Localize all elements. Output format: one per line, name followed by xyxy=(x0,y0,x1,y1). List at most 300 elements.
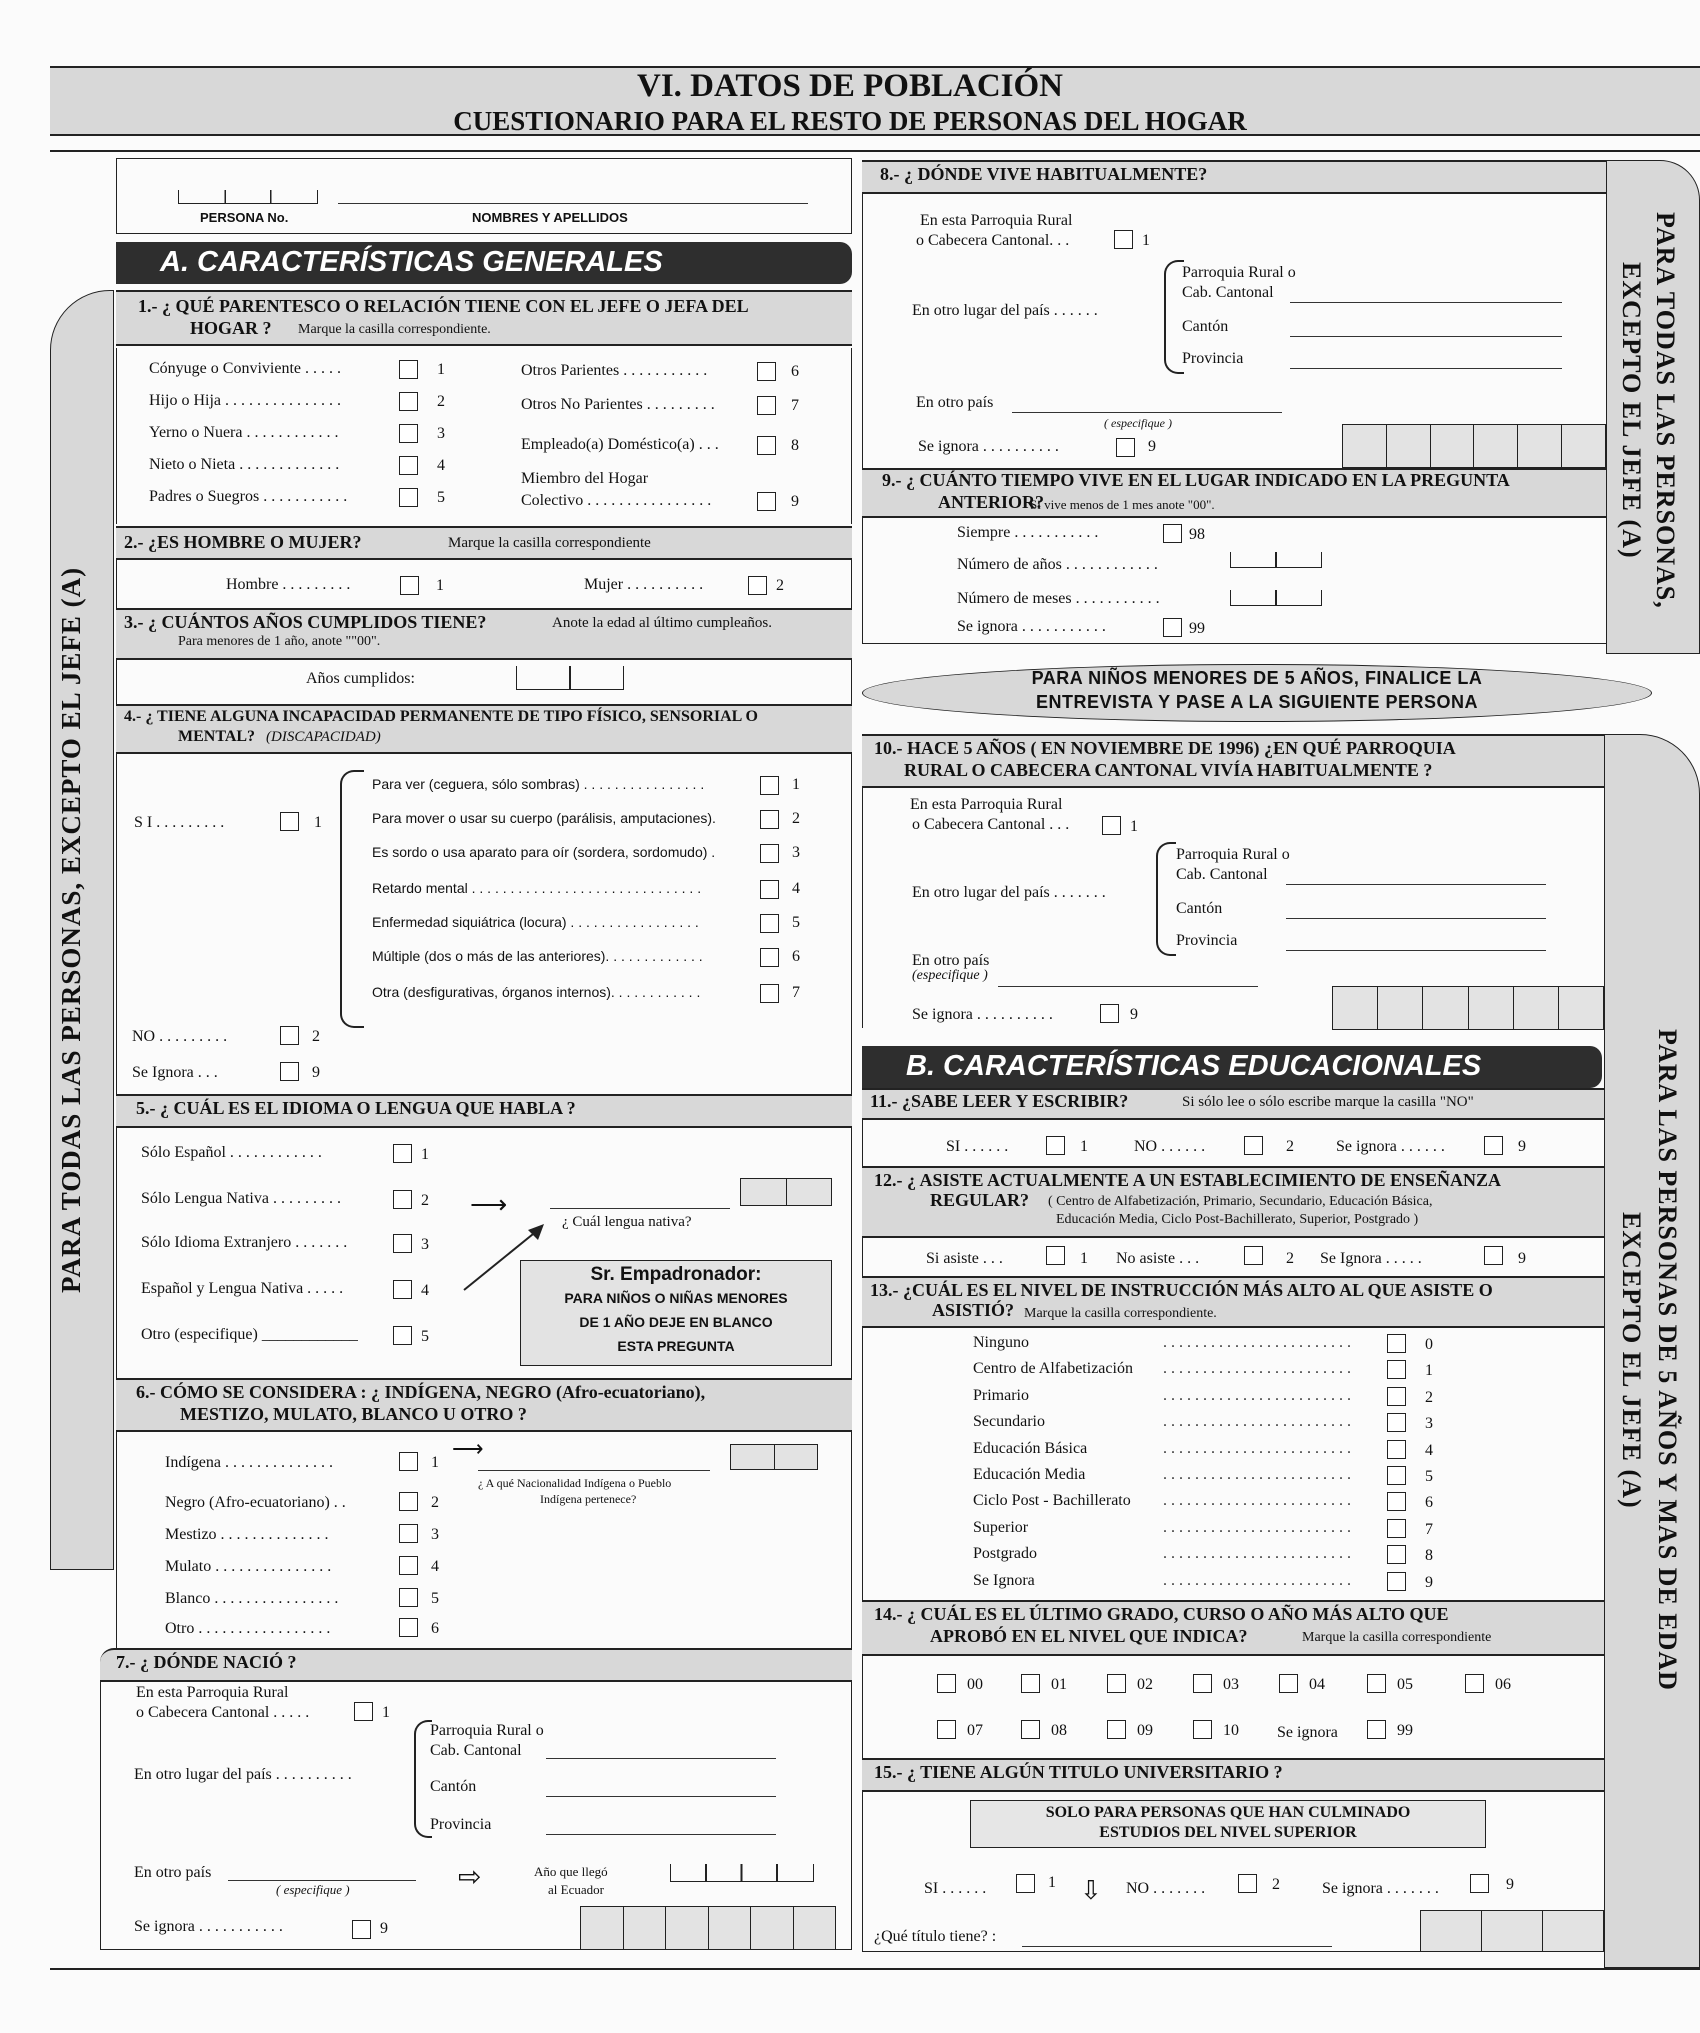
q12-si-checkbox[interactable] xyxy=(1046,1246,1065,1265)
q1-title-2: HOGAR ? xyxy=(190,318,272,338)
q7-here-1: En esta Parroquia Rural xyxy=(136,1684,289,1701)
q1-option-checkbox[interactable] xyxy=(399,488,418,507)
q7-provincia: Provincia xyxy=(430,1816,492,1833)
q7-ignora-checkbox[interactable] xyxy=(352,1920,371,1939)
q5-option-code: 1 xyxy=(421,1146,429,1163)
q13-title-1: 13.- ¿CUÁL ES EL NIVEL DE INSTRUCCIÓN MÁS ALTO AL QUE ASISTE O xyxy=(870,1280,1493,1300)
right-side-label-bottom-1: PARA LAS PERSONAS DE 5 AÑOS Y MAS DE EDAD xyxy=(1653,1029,1682,1691)
q14-grade-checkbox[interactable] xyxy=(1193,1720,1212,1739)
q8-ignora-checkbox[interactable] xyxy=(1116,438,1135,457)
q15-no: NO . . . . . . . xyxy=(1126,1880,1206,1897)
q1-option-label: Padres o Suegros . . . . . . . . . . . xyxy=(149,488,348,505)
q8-title: 8.- ¿ DÓNDE VIVE HABITUALMENTE? xyxy=(880,164,1208,184)
q6-option-label: Otro . . . . . . . . . . . . . . . . . xyxy=(165,1620,331,1637)
q5-option-checkbox[interactable] xyxy=(393,1326,412,1345)
q13-option-code: 9 xyxy=(1425,1573,1433,1591)
q6-option-label: Mulato . . . . . . . . . . . . . . . xyxy=(165,1558,332,1575)
q14-grade-checkbox[interactable] xyxy=(1021,1674,1040,1693)
q9-option-checkbox[interactable] xyxy=(1163,524,1182,543)
q1-option-code: 9 xyxy=(791,493,799,510)
q4-option-label: Para ver (ceguera, sólo sombras) . . . . . . . . . . . . . . . . xyxy=(372,776,705,792)
q5-option-code: 5 xyxy=(421,1328,429,1345)
q1-option-label: Hijo o Hija . . . . . . . . . . . . . . . xyxy=(149,392,341,409)
q14-grade-code: 00 xyxy=(967,1676,983,1693)
q14-grade-grid xyxy=(862,1656,1604,1760)
q1-option-checkbox[interactable] xyxy=(757,492,776,511)
q4-no-code: 2 xyxy=(312,1028,320,1045)
q4-ignora-code: 9 xyxy=(312,1064,320,1081)
q7-year-cells[interactable] xyxy=(670,1864,814,1882)
right-side-label-top-2: EXCEPTO EL JEFE (A) xyxy=(1617,261,1646,559)
q13-option-code: 1 xyxy=(1425,1362,1433,1380)
q1-note: Marque la casilla correspondiente. xyxy=(298,322,491,337)
q15-no-checkbox[interactable] xyxy=(1238,1874,1257,1893)
q15-si-checkbox[interactable] xyxy=(1016,1874,1035,1893)
q5-option-checkbox[interactable] xyxy=(393,1234,412,1253)
enumerator-note-3: ESTA PREGUNTA xyxy=(617,1338,735,1354)
q1-option-label: Empleado(a) Doméstico(a) . . . xyxy=(521,436,719,453)
q12-note-1: ( Centro de Alfabetización, Primario, Secundario, Educación Básica, xyxy=(1048,1194,1433,1209)
q13-option-label: Superior xyxy=(973,1518,1029,1536)
q13-option-label: Educación Media xyxy=(973,1466,1086,1483)
q13-option-dots: . . . . . . . . . . . . . . . . . . . . . . . . xyxy=(1163,1545,1351,1563)
q12-title-2: REGULAR? xyxy=(930,1190,1030,1210)
q6-option-code: 2 xyxy=(431,1494,439,1511)
q14-ignora-checkbox[interactable] xyxy=(1367,1720,1386,1739)
q10-title-1: 10.- HACE 5 AÑOS ( EN NOVIEMBRE DE 1996) ¿EN QUÉ PARROQUIA xyxy=(874,738,1456,758)
q10-other: En otro lugar del país . . . . . . . xyxy=(912,884,1106,901)
q7-parr-2: Cab. Cantonal xyxy=(430,1742,522,1759)
q2-mujer: Mujer . . . . . . . . . . xyxy=(584,576,704,593)
q12-ignora-checkbox[interactable] xyxy=(1484,1246,1503,1265)
q14-grade-checkbox[interactable] xyxy=(1193,1674,1212,1693)
q4-ignora-checkbox[interactable] xyxy=(280,1062,299,1081)
q3-title: 3.- ¿ CUÁNTOS AÑOS CUMPLIDOS TIENE? xyxy=(124,612,487,632)
q11-si-checkbox[interactable] xyxy=(1046,1136,1065,1155)
q9-option-label: Se ignora . . . . . . . . . . . xyxy=(957,618,1106,635)
q5-arrow: ⟶ xyxy=(470,1190,508,1219)
q13-note: Marque la casilla correspondiente. xyxy=(1024,1306,1217,1321)
q13-option-dots: . . . . . . . . . . . . . . . . . . . . . . . . xyxy=(1163,1571,1351,1589)
q8-ignora: Se ignora . . . . . . . . . . xyxy=(918,438,1059,455)
q8-canton: Cantón xyxy=(1182,318,1229,335)
q4-option-label: Es sordo o usa aparato para oír (sordera, sordomudo) . xyxy=(372,844,716,860)
q4-title-2: MENTAL? xyxy=(178,728,256,745)
q11-no: NO . . . . . . xyxy=(1134,1138,1206,1155)
persona-no-label: PERSONA No. xyxy=(200,210,289,225)
q4-option-checkbox[interactable] xyxy=(760,948,779,967)
q14-ignora-code: 99 xyxy=(1397,1722,1413,1739)
q13-option-label: Educación Básica xyxy=(973,1439,1088,1457)
q13-option-checkbox[interactable] xyxy=(1387,1545,1406,1564)
q10-ignora: Se ignora . . . . . . . . . . xyxy=(912,1006,1053,1023)
q3-note: Anote la edad al último cumpleaños. xyxy=(552,615,772,631)
q4-brace xyxy=(340,770,364,1028)
q13-option-checkbox[interactable] xyxy=(1387,1440,1406,1459)
q14-grade-code: 03 xyxy=(1223,1676,1239,1693)
q13-option-checkbox[interactable] xyxy=(1387,1334,1406,1353)
q13-option-code: 7 xyxy=(1425,1520,1433,1538)
q13-option-code: 5 xyxy=(1425,1468,1433,1485)
q15-ignora-code: 9 xyxy=(1506,1876,1514,1893)
q4-option-checkbox[interactable] xyxy=(760,914,779,933)
q4-option-checkbox[interactable] xyxy=(760,984,779,1003)
q13-option-code: 3 xyxy=(1425,1415,1433,1433)
q5-option-checkbox[interactable] xyxy=(393,1280,412,1299)
q1-option-code: 2 xyxy=(437,393,445,410)
q11-note: Si sólo lee o sólo escribe marque la casilla "NO" xyxy=(1182,1094,1474,1110)
q4-option-code: 6 xyxy=(792,948,800,965)
q7-ignora-code: 9 xyxy=(380,1920,388,1937)
q1-option-checkbox[interactable] xyxy=(399,360,418,379)
q4-option-code: 5 xyxy=(792,914,800,931)
q9-option-label: Número de meses . . . . . . . . . . . xyxy=(957,590,1160,607)
q2-mujer-checkbox[interactable] xyxy=(748,576,767,595)
q1-option-label: Yerno o Nuera . . . . . . . . . . . . xyxy=(149,424,339,441)
q11-si: SI . . . . . . xyxy=(946,1138,1009,1155)
q14-grade-checkbox[interactable] xyxy=(1107,1720,1126,1739)
q9-note: Si vive menos de 1 mes anote "00". xyxy=(1030,497,1215,512)
q13-option-checkbox[interactable] xyxy=(1387,1387,1406,1406)
q7-arrow-icon: ⇨ xyxy=(458,1862,482,1893)
q3-body xyxy=(116,660,852,704)
q5-option-label: Sólo Español . . . . . . . . . . . . xyxy=(141,1144,322,1161)
q12-no-checkbox[interactable] xyxy=(1244,1246,1263,1265)
q9-title-1: 9.- ¿ CUÁNTO TIEMPO VIVE EN EL LUGAR INDICADO EN LA PREGUNTA xyxy=(882,470,1510,490)
enumerator-note-2: DE 1 AÑO DEJE EN BLANCO xyxy=(579,1314,773,1330)
q8-here-checkbox[interactable] xyxy=(1114,230,1133,249)
q8-here-2: o Cabecera Cantonal. . . xyxy=(916,232,1070,249)
q14-note: Marque la casilla correspondiente xyxy=(1302,1630,1492,1645)
q15-code-cells[interactable] xyxy=(1420,1910,1604,1952)
q13-title-2: ASISTIÓ? xyxy=(932,1300,1015,1320)
q10-code-cells[interactable] xyxy=(1332,986,1604,1030)
q10-title-2: RURAL O CABECERA CANTONAL VIVÍA HABITUALMENTE ? xyxy=(904,760,1433,780)
q7-year-2: al Ecuador xyxy=(548,1882,604,1897)
q9-months-cells[interactable] xyxy=(1230,590,1322,606)
q14-grade-checkbox[interactable] xyxy=(1465,1674,1484,1693)
q10-canton: Cantón xyxy=(1176,900,1223,917)
q6-option-code: 3 xyxy=(431,1526,439,1543)
q13-option-dots: . . . . . . . . . . . . . . . . . . . . . . . . xyxy=(1163,1518,1351,1536)
q1-option-code: 7 xyxy=(791,397,799,414)
page-subtitle: CUESTIONARIO PARA EL RESTO DE PERSONAS DEL HOGAR xyxy=(453,106,1247,136)
q2-hombre: Hombre . . . . . . . . . xyxy=(226,576,351,593)
q1-option-label: Miembro del Hogar xyxy=(521,470,649,487)
q13-option-code: 2 xyxy=(1425,1388,1433,1406)
right-side-label-bottom-2: EXCEPTO EL JEFE (A) xyxy=(1617,1211,1646,1509)
q13-option-code: 6 xyxy=(1425,1494,1433,1512)
name-label: NOMBRES Y APELLIDOS xyxy=(472,210,628,225)
q4-option-code: 1 xyxy=(792,776,800,793)
q7-year-1: Año que llegó xyxy=(534,1864,608,1879)
q6-option-checkbox[interactable] xyxy=(399,1524,418,1543)
q10-ignora-code: 9 xyxy=(1130,1006,1138,1023)
q10-ignora-checkbox[interactable] xyxy=(1100,1004,1119,1023)
q1-option-code: 3 xyxy=(437,425,445,442)
q7-ignora: Se ignora . . . . . . . . . . . xyxy=(134,1918,283,1935)
q13-option-checkbox[interactable] xyxy=(1387,1466,1406,1485)
q10-parr-1: Parroquia Rural o xyxy=(1176,846,1290,863)
q15-ignora: Se ignora . . . . . . . xyxy=(1322,1880,1439,1897)
q12-note-2: Educación Media, Ciclo Post-Bachillerato, Superior, Postgrado ) xyxy=(1056,1212,1419,1227)
q15-ignora-checkbox[interactable] xyxy=(1470,1874,1489,1893)
section-b-title: B. CARACTERÍSTICAS EDUCACIONALES xyxy=(906,1050,1482,1082)
q4-no: NO . . . . . . . . . xyxy=(132,1028,228,1045)
q14-grade-code: 01 xyxy=(1051,1676,1067,1693)
q14-grade-code: 09 xyxy=(1137,1722,1153,1739)
q14-grade-checkbox[interactable] xyxy=(1107,1674,1126,1693)
q11-no-code: 2 xyxy=(1286,1138,1294,1155)
q6-nationality-q1: ¿ A qué Nacionalidad Indígena o Pueblo xyxy=(478,1476,672,1490)
q4-option-label: Para mover o usar su cuerpo (parálisis, amputaciones). xyxy=(372,810,716,826)
q6-option-label: Mestizo . . . . . . . . . . . . . . xyxy=(165,1526,329,1543)
q5-option-code: 3 xyxy=(421,1236,429,1253)
q1-title-1: 1.- ¿ QUÉ PARENTESCO O RELACIÓN TIENE CON EL JEFE O JEFA DEL xyxy=(138,296,749,316)
q13-option-dots: . . . . . . . . . . . . . . . . . . . . . . . . xyxy=(1163,1334,1351,1351)
q12-si-code: 1 xyxy=(1080,1250,1088,1267)
q6-option-checkbox[interactable] xyxy=(399,1618,418,1637)
q15-no-code: 2 xyxy=(1272,1876,1280,1893)
enumerator-note-title: Sr. Empadronador: xyxy=(590,1264,762,1285)
q13-option-label: Ninguno xyxy=(973,1334,1029,1351)
enumerator-note-1: PARA NIÑOS O NIÑAS MENORES xyxy=(564,1290,788,1306)
q5-native-code-cells[interactable] xyxy=(740,1178,832,1206)
q13-option-code: 0 xyxy=(1425,1336,1433,1353)
q5-option-code: 4 xyxy=(421,1282,429,1299)
section-a-title: A. CARACTERÍSTICAS GENERALES xyxy=(160,246,663,278)
q10-provincia: Provincia xyxy=(1176,932,1238,949)
q10-here-checkbox[interactable] xyxy=(1102,816,1121,835)
q5-title: 5.- ¿ CUÁL ES EL IDIOMA O LENGUA QUE HABLA ? xyxy=(136,1098,576,1118)
q9-option-code: 98 xyxy=(1189,526,1205,543)
q15-si-code: 1 xyxy=(1048,1874,1056,1891)
q8-other: En otro lugar del país . . . . . . xyxy=(912,302,1098,319)
q13-option-dots: . . . . . . . . . . . . . . . . . . . . . . . . xyxy=(1163,1466,1351,1483)
q13-option-checkbox[interactable] xyxy=(1387,1519,1406,1538)
q2-title: 2.- ¿ES HOMBRE O MUJER? xyxy=(124,532,362,552)
q1-option-checkbox[interactable] xyxy=(399,424,418,443)
q4-option-code: 7 xyxy=(792,984,800,1001)
q6-arrow: ⟶ xyxy=(452,1436,484,1461)
q13-option-dots: . . . . . . . . . . . . . . . . . . . . . . . . xyxy=(1163,1439,1351,1457)
q12-si: Si asiste . . . xyxy=(926,1250,1003,1267)
q4-si-checkbox[interactable] xyxy=(280,812,299,831)
q13-option-label: Primario xyxy=(973,1386,1029,1404)
q4-option-code: 4 xyxy=(792,880,800,897)
q13-option-code: 4 xyxy=(1425,1441,1433,1459)
q8-brace xyxy=(1164,260,1184,374)
q4-options xyxy=(372,776,812,1036)
q10-here-code: 1 xyxy=(1130,818,1138,835)
q14-grade-checkbox[interactable] xyxy=(1279,1674,1298,1693)
q3-age-cells[interactable] xyxy=(516,666,624,690)
q11-no-checkbox[interactable] xyxy=(1244,1136,1263,1155)
q13-option-code: 8 xyxy=(1425,1547,1433,1565)
q13-option-checkbox[interactable] xyxy=(1387,1413,1406,1432)
q4-option-label: Otra (desfigurativas, órganos internos). . . . . . . . . . . . xyxy=(372,984,701,1000)
q13-option-checkbox[interactable] xyxy=(1387,1492,1406,1511)
q14-grade-code: 10 xyxy=(1223,1722,1239,1739)
q4-option-label: Retardo mental . . . . . . . . . . . . . . . . . . . . . . . . . . . . . . xyxy=(372,880,702,896)
q6-title-1: 6.- CÓMO SE CONSIDERA : ¿ INDÍGENA, NEGRO (Afro-ecuatoriano), xyxy=(136,1382,706,1402)
q14-grade-checkbox[interactable] xyxy=(937,1674,956,1693)
q7-specify: ( especifique ) xyxy=(276,1882,350,1897)
q13-option-checkbox[interactable] xyxy=(1387,1360,1406,1379)
q14-grade-code: 02 xyxy=(1137,1676,1153,1693)
q1-option-label: Cónyuge o Conviviente . . . . . xyxy=(149,360,341,377)
q15-notice-2: ESTUDIOS DEL NIVEL SUPERIOR xyxy=(1099,1824,1357,1841)
q14-grade-checkbox[interactable] xyxy=(937,1720,956,1739)
q11-ignora-checkbox[interactable] xyxy=(1484,1136,1503,1155)
page-title: VI. DATOS DE POBLACIÓN xyxy=(636,68,1064,104)
q1-option-code: 5 xyxy=(437,489,445,506)
q8-abroad: En otro país xyxy=(916,394,994,411)
q9-option-label: Siempre . . . . . . . . . . . xyxy=(957,524,1099,541)
q4-option-checkbox[interactable] xyxy=(760,880,779,899)
q6-option-label: Blanco . . . . . . . . . . . . . . . . xyxy=(165,1590,339,1607)
q15-notice-1: SOLO PARA PERSONAS QUE HAN CULMINADO xyxy=(1045,1804,1411,1821)
q10-here-2: o Cabecera Cantonal . . . xyxy=(912,816,1070,833)
q9-option-code: 99 xyxy=(1189,620,1205,637)
q4-option-checkbox[interactable] xyxy=(760,776,779,795)
q14-grade-code: 05 xyxy=(1397,1676,1413,1693)
q2-code-2: 2 xyxy=(776,577,784,594)
q14-title-2: APROBÓ EN EL NIVEL QUE INDICA? xyxy=(930,1626,1248,1646)
q6-option-checkbox[interactable] xyxy=(399,1452,418,1471)
q9-years-cells[interactable] xyxy=(1230,552,1322,568)
q12-ignora: Se Ignora . . . . . xyxy=(1320,1250,1422,1267)
q8-code-cells[interactable] xyxy=(1342,424,1606,468)
q9-options xyxy=(862,518,1606,644)
q4-option-code: 3 xyxy=(792,844,800,861)
q13-option-dots: . . . . . . . . . . . . . . . . . . . . . . . . xyxy=(1163,1492,1351,1510)
q6-nationality-q2: Indígena pertenece? xyxy=(540,1492,637,1506)
q6-title-2: MESTIZO, MULATO, BLANCO U OTRO ? xyxy=(180,1404,527,1424)
under-5-notice-line-2: ENTREVISTA Y PASE A LA SIGUIENTE PERSONA xyxy=(1035,692,1479,712)
q7-here-checkbox[interactable] xyxy=(354,1702,373,1721)
q6-nationality-code-cells[interactable] xyxy=(730,1444,818,1470)
q14-grade-checkbox[interactable] xyxy=(1021,1720,1040,1739)
q9-option-checkbox[interactable] xyxy=(1163,618,1182,637)
q8-parr-1: Parroquia Rural o xyxy=(1182,264,1296,281)
q4-title-2b: (DISCAPACIDAD) xyxy=(266,729,381,745)
q4-ignora: Se Ignora . . . xyxy=(132,1064,218,1081)
q1-option-checkbox[interactable] xyxy=(399,456,418,475)
q1-option-code: 6 xyxy=(791,363,799,380)
persona-number-cells xyxy=(178,190,318,204)
q2-code-1: 1 xyxy=(436,577,444,594)
q11-ignora: Se ignora . . . . . . xyxy=(1336,1138,1445,1155)
q1-options xyxy=(116,348,852,524)
q15-title-question: ¿Qué título tiene? : xyxy=(874,1928,997,1945)
q14-grade-code: 04 xyxy=(1309,1676,1325,1693)
q12-title-1: 12.- ¿ ASISTE ACTUALMENTE A UN ESTABLECIMIENTO DE ENSEÑANZA xyxy=(874,1170,1501,1190)
q2-note: Marque la casilla correspondiente xyxy=(448,535,651,551)
q6-option-checkbox[interactable] xyxy=(399,1588,418,1607)
q10-brace xyxy=(1156,842,1176,956)
q1-option-label: Colectivo . . . . . . . . . . . . . . . . xyxy=(521,492,712,509)
q13-option-label: Postgrado xyxy=(973,1545,1037,1563)
q4-si: S I . . . . . . . . . xyxy=(134,814,225,831)
q11-si-code: 1 xyxy=(1080,1138,1088,1155)
q1-option-code: 1 xyxy=(437,361,445,378)
q13-option-dots: . . . . . . . . . . . . . . . . . . . . . . . . xyxy=(1163,1386,1351,1404)
q5-option-label: Sólo Lengua Nativa . . . . . . . . . xyxy=(141,1190,341,1207)
q8-ignora-code: 9 xyxy=(1148,438,1156,455)
q14-grade-code: 07 xyxy=(967,1722,983,1739)
q14-title-1: 14.- ¿ CUÁL ES EL ÚLTIMO GRADO, CURSO O AÑO MÁS ALTO QUE xyxy=(874,1604,1449,1624)
q4-si-code: 1 xyxy=(314,814,322,831)
q1-option-checkbox[interactable] xyxy=(399,392,418,411)
q12-ignora-code: 9 xyxy=(1518,1250,1526,1267)
q8-specify: ( especifique ) xyxy=(1104,416,1172,430)
q5-option-label: Sólo Idioma Extranjero . . . . . . . xyxy=(141,1234,348,1251)
q6-option-code: 4 xyxy=(431,1558,439,1575)
q6-option-code: 1 xyxy=(431,1454,439,1471)
q4-title-1: 4.- ¿ TIENE ALGUNA INCAPACIDAD PERMANENTE DE TIPO FÍSICO, SENSORIAL O xyxy=(124,708,758,725)
q7-here-code: 1 xyxy=(382,1704,390,1721)
right-side-label-top-1: PARA TODAS LAS PERSONAS, xyxy=(1651,211,1680,609)
q10-parr-2: Cab. Cantonal xyxy=(1176,866,1268,883)
q1-option-checkbox[interactable] xyxy=(757,396,776,415)
q13-option-dots: . . . . . . . . . . . . . . . . . . . . . . . . xyxy=(1163,1360,1351,1378)
q5-option-checkbox[interactable] xyxy=(393,1190,412,1209)
q13-option-label: Secundario xyxy=(973,1413,1045,1431)
q14-ignora: Se ignora xyxy=(1277,1724,1338,1741)
q1-option-code: 8 xyxy=(791,437,799,454)
q14-grade-code: 06 xyxy=(1495,1676,1511,1693)
q10-abroad-2: (especifique ) xyxy=(912,968,988,983)
q13-option-dots: . . . . . . . . . . . . . . . . . . . . . . . . xyxy=(1163,1413,1351,1431)
q1-option-checkbox[interactable] xyxy=(757,436,776,455)
q5-native-question: ¿ Cuál lengua nativa? xyxy=(562,1214,692,1230)
q9-option-label: Número de años . . . . . . . . . . . . xyxy=(957,556,1158,573)
q4-option-checkbox[interactable] xyxy=(760,810,779,829)
q11-title: 11.- ¿SABE LEER Y ESCRIBIR? xyxy=(870,1091,1129,1111)
q5-option-label: Otro (especifique) ____________ xyxy=(141,1326,358,1343)
q5-option-checkbox[interactable] xyxy=(393,1144,412,1163)
q6-option-label: Indígena . . . . . . . . . . . . . . xyxy=(165,1454,333,1471)
q6-option-checkbox[interactable] xyxy=(399,1556,418,1575)
q1-option-label: Nieto o Nieta . . . . . . . . . . . . . xyxy=(149,456,340,473)
q1-option-checkbox[interactable] xyxy=(757,362,776,381)
q5-option-code: 2 xyxy=(421,1192,429,1209)
q6-option-checkbox[interactable] xyxy=(399,1492,418,1511)
q4-no-checkbox[interactable] xyxy=(280,1026,299,1045)
q7-code-cells[interactable] xyxy=(580,1906,836,1950)
q10-here-1: En esta Parroquia Rural xyxy=(910,796,1063,813)
q15-title: 15.- ¿ TIENE ALGÚN TITULO UNIVERSITARIO ? xyxy=(874,1762,1283,1782)
q7-abroad: En otro país xyxy=(134,1864,212,1881)
q13-option-checkbox[interactable] xyxy=(1387,1572,1406,1591)
q1-option-label: Otros No Parientes . . . . . . . . . xyxy=(521,396,715,413)
q8-parr-2: Cab. Cantonal xyxy=(1182,284,1274,301)
q5-option-label: Español y Lengua Nativa . . . . . xyxy=(141,1280,344,1297)
q4-option-checkbox[interactable] xyxy=(760,844,779,863)
q6-option-code: 5 xyxy=(431,1590,439,1607)
under-5-notice-line-1: PARA NIÑOS MENORES DE 5 AÑOS, FINALICE LA xyxy=(1031,668,1483,688)
q7-canton: Cantón xyxy=(430,1778,477,1795)
q4-option-label: Múltiple (dos o más de las anteriores). . . . . . . . . . . . . xyxy=(372,948,703,964)
q12-no: No asiste . . . xyxy=(1116,1250,1200,1267)
q10-abroad-1: En otro país xyxy=(912,952,990,969)
q7-here-2: o Cabecera Cantonal . . . . . xyxy=(136,1704,310,1721)
left-side-label: PARA TODAS LAS PERSONAS, EXCEPTO EL JEFE (A) xyxy=(56,566,86,1294)
q2-hombre-checkbox[interactable] xyxy=(400,576,419,595)
q13-option-label: Se Ignora xyxy=(973,1571,1035,1589)
q14-grade-checkbox[interactable] xyxy=(1367,1674,1386,1693)
